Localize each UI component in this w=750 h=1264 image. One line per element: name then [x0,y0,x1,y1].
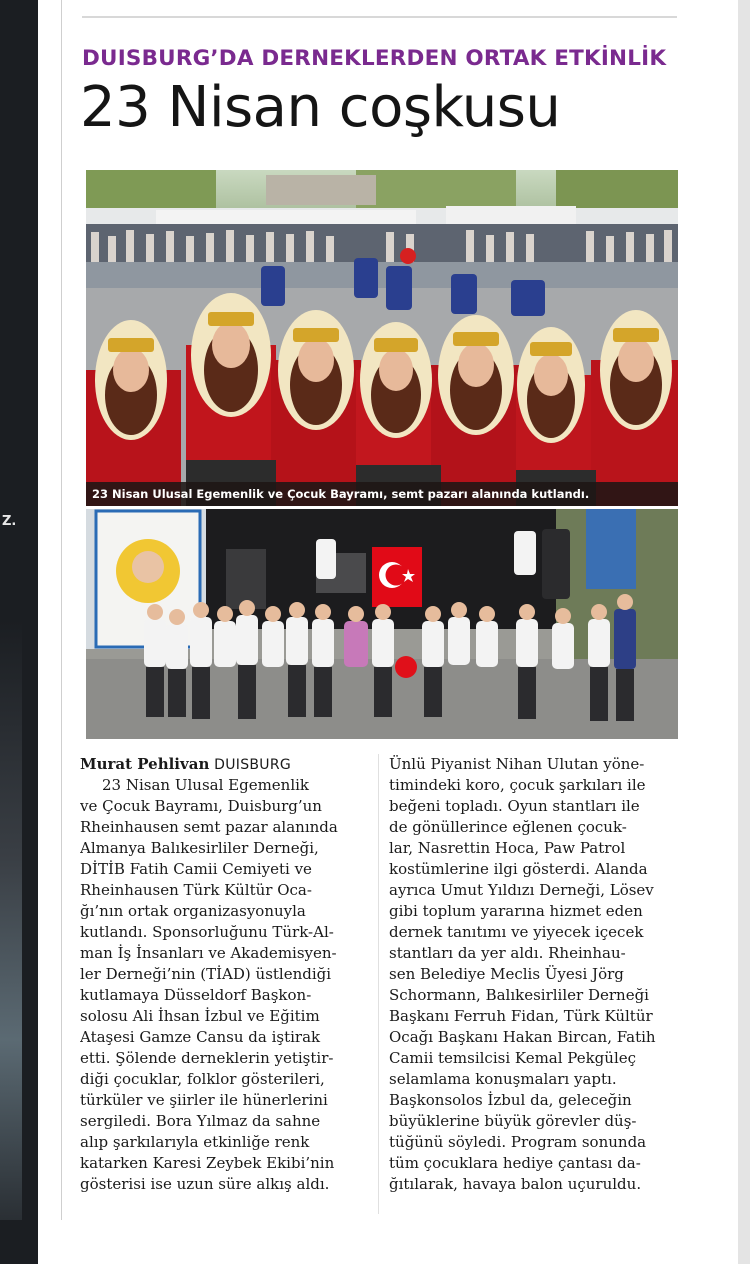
article-line: tüğünü söyledi. Program sonunda [389,1133,647,1151]
article-line: gösterisi ise uzun süre alkış aldı. [80,1175,330,1193]
left-background-object [0,620,22,1220]
main-headline: 23 Nisan coşkusu [80,75,561,140]
article-line: türküler ve şiirler ile hünerlerini [80,1091,328,1109]
top-rule [82,16,677,18]
article-line: beğeni topladı. Oyun stantları ile [389,797,640,815]
article-line: selamlama konuşmaları yaptı. [389,1070,617,1088]
article-line: etti. Şölende derneklerin yetiştir- [80,1049,334,1067]
article-line: Camii temsilcisi Kemal Pekgüleç [389,1049,637,1067]
article-column-1 [80,754,370,1195]
article-line: ayrıca Umut Yıldızı Derneği, Lösev [389,881,654,899]
left-text-fragment: Z. [2,514,17,529]
article-line: sergiledi. Bora Yılmaz da sahne [80,1112,321,1130]
article-line: man İş İnsanları ve Akademisyen- [80,944,337,962]
article-line: Başkonsolos İzbul da, geleceğin [389,1091,632,1109]
article-line: alıp şarkılarıyla etkinliğe renk [80,1133,310,1151]
article-line: ğıtılarak, havaya balon uçuruldu. [389,1175,642,1193]
photo-children-stage [86,509,678,739]
byline-place: DUISBURG [214,757,292,773]
article-line: stantları da yer aldı. Rheinhau- [389,944,626,962]
article-line: ler Derneği’nin (TİAD) üstlendiği [80,965,332,983]
article-line: sen Belediye Meclis Üyesi Jörg [389,965,624,983]
article-line: kutlamaya Düsseldorf Başkon- [80,986,312,1004]
article-line: Schormann, Balıkesirliler Derneği [389,986,649,1004]
article-line: kostümlerine ilgi gösterdi. Alanda [389,860,648,878]
article-line: timindeki koro, çocuk şarkıları ile [389,776,646,794]
article-line: diği çocuklar, folklor gösterileri, [80,1070,325,1088]
article-line: tüm çocuklara hediye çantası da- [389,1154,641,1172]
article-line: Almanya Balıkesirliler Derneği, [80,839,319,857]
photo-caption: 23 Nisan Ulusal Egemenlik ve Çocuk Bayramı, semt pazarı alanında kutlandı. [86,482,678,506]
article-line: Başkanı Ferruh Fidan, Türk Kültür [389,1007,653,1025]
photo-folk-dancers [86,170,678,506]
left-background-strip [0,0,38,1264]
margin-line [61,0,62,1220]
column-divider [378,754,379,1214]
article-line: dernek tanıtımı ve yiyecek içecek [389,923,644,941]
article-line: büyüklerine büyük görevler düş- [389,1112,637,1130]
article-line: DİTİB Fatih Camii Cemiyeti ve [80,860,312,878]
article-line: kutlandı. Sponsorluğunu Türk-Al- [80,923,334,941]
article-line: Rheinhausen semt pazar alanında [80,818,338,836]
article-line: ğı’nın ortak organizasyonuyla [80,902,306,920]
article-line: Ocağı Başkanı Hakan Bircan, Fatih [389,1028,656,1046]
article-line: ve Çocuk Bayramı, Duisburg’un [80,797,322,815]
article-column-2 [389,754,683,1195]
article-line: Ünlü Piyanist Nihan Ulutan yöne- [389,755,645,773]
article-line: Rheinhausen Türk Kültür Oca- [80,881,312,899]
article-line: solosu Ali İhsan İzbul ve Eğitim [80,1007,320,1025]
article-text-column-1 [80,775,370,1195]
kicker-headline: DUISBURG’DA DERNEKLERDEN ORTAK ETKİNLİK [82,46,667,71]
article-line: katarken Karesi Zeybek Ekibi’nin [80,1154,335,1172]
right-page-edge [738,0,750,1264]
byline [80,754,370,775]
article-text-column-2 [389,754,683,1195]
article-line: Ataşesi Gamze Cansu da iştirak [80,1028,321,1046]
byline-author: Murat Pehlivan [80,755,210,773]
article-line: lar, Nasrettin Hoca, Paw Patrol [389,839,626,857]
article-line: gibi toplum yararına hizmet eden [389,902,643,920]
article-line: de gönüllerince eğlenen çocuk- [389,818,627,836]
article-line: 23 Nisan Ulusal Egemenlik [102,776,310,794]
